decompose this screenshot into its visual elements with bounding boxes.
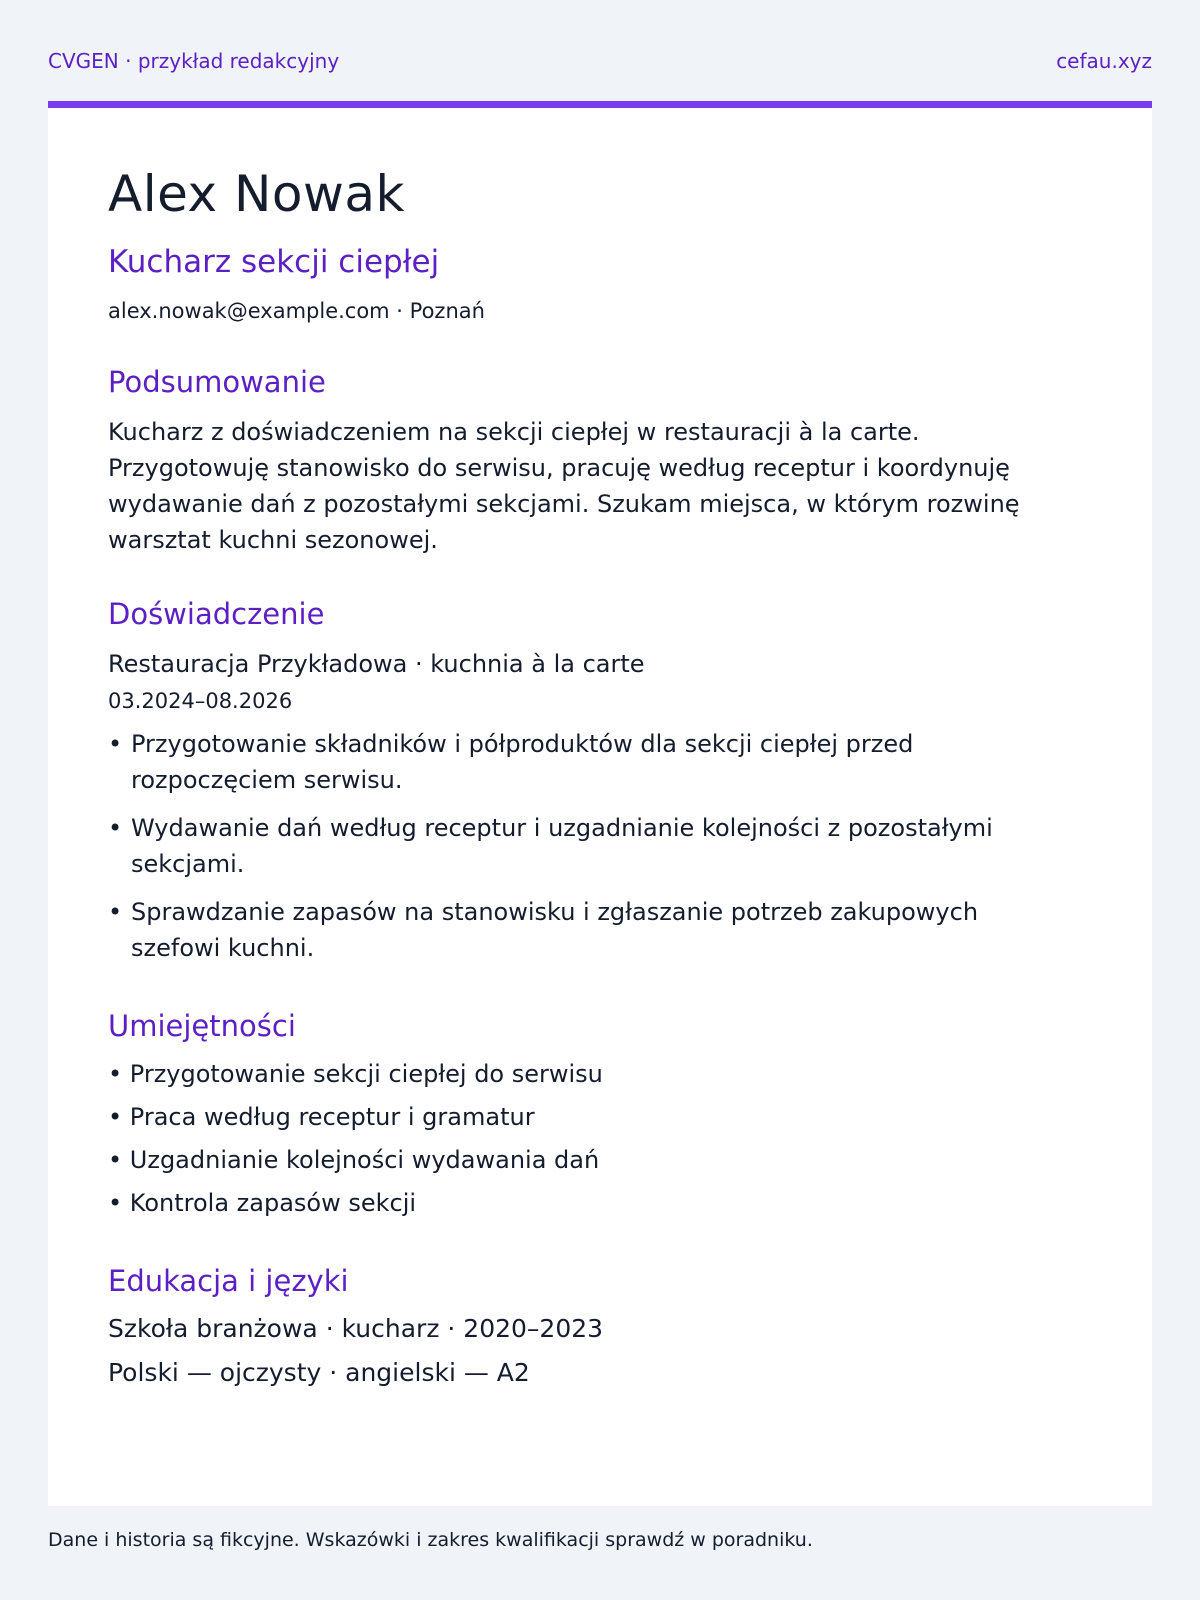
brand-label: CVGEN · przykład redakcyjny <box>48 49 340 73</box>
summary-heading: Podsumowanie <box>108 365 326 399</box>
experience-company: Restauracja Przykładowa · kuchnia à la carte <box>108 650 645 678</box>
site-link[interactable]: cefau.xyz <box>1056 49 1152 73</box>
education-line: Szkoła branżowa · kucharz · 2020–2023 <box>108 1314 604 1343</box>
experience-heading: Doświadczenie <box>108 597 325 631</box>
experience-bullet: • Wydawanie dań według receptur i uzgadnianie kolejności z pozostałymi sekcjami. <box>108 810 1044 882</box>
skill-item: • Kontrola zapasów sekcji <box>108 1189 417 1217</box>
experience-bullet: • Sprawdzanie zapasów na stanowisku i zgłaszanie potrzeb zakupowych szefowi kuchni. <box>108 894 1044 966</box>
languages-line: Polski — ojczysty · angielski — A2 <box>108 1358 530 1387</box>
accent-divider <box>48 101 1152 108</box>
contact-line: alex.nowak@example.com · Poznań <box>108 299 485 323</box>
experience-dates: 03.2024–08.2026 <box>108 689 293 713</box>
top-bar <box>48 46 1152 76</box>
summary-text: Kucharz z doświadczeniem na sekcji ciepłej w restauracji à la carte. Przygotowuję stanowisko do serwisu, pracuję według receptur i koordynuję wydawanie dań z pozostałymi sekcjami. Szukam miejsca, w którym rozwinę warsztat kuchni sezonowej. <box>108 418 1020 554</box>
skills-list <box>108 1056 1044 1221</box>
candidate-role: Kucharz sekcji ciepłej <box>108 244 440 280</box>
skill-item: • Praca według receptur i gramatur <box>108 1103 535 1131</box>
cv-card <box>48 108 1152 1506</box>
experience-bullets <box>108 726 1044 966</box>
skill-item: • Przygotowanie sekcji ciepłej do serwisu <box>108 1060 603 1088</box>
footer-note: Dane i historia są fikcyjne. Wskazówki i zakres kwalifikacji sprawdź w poradniku. <box>48 1529 813 1551</box>
candidate-name: Alex Nowak <box>108 165 405 223</box>
education-heading: Edukacja i języki <box>108 1264 349 1298</box>
experience-bullet: • Przygotowanie składników i półproduktów dla sekcji ciepłej przed rozpoczęciem serwisu. <box>108 726 1044 798</box>
skills-heading: Umiejętności <box>108 1009 296 1043</box>
skill-item: • Uzgadnianie kolejności wydawania dań <box>108 1146 600 1174</box>
